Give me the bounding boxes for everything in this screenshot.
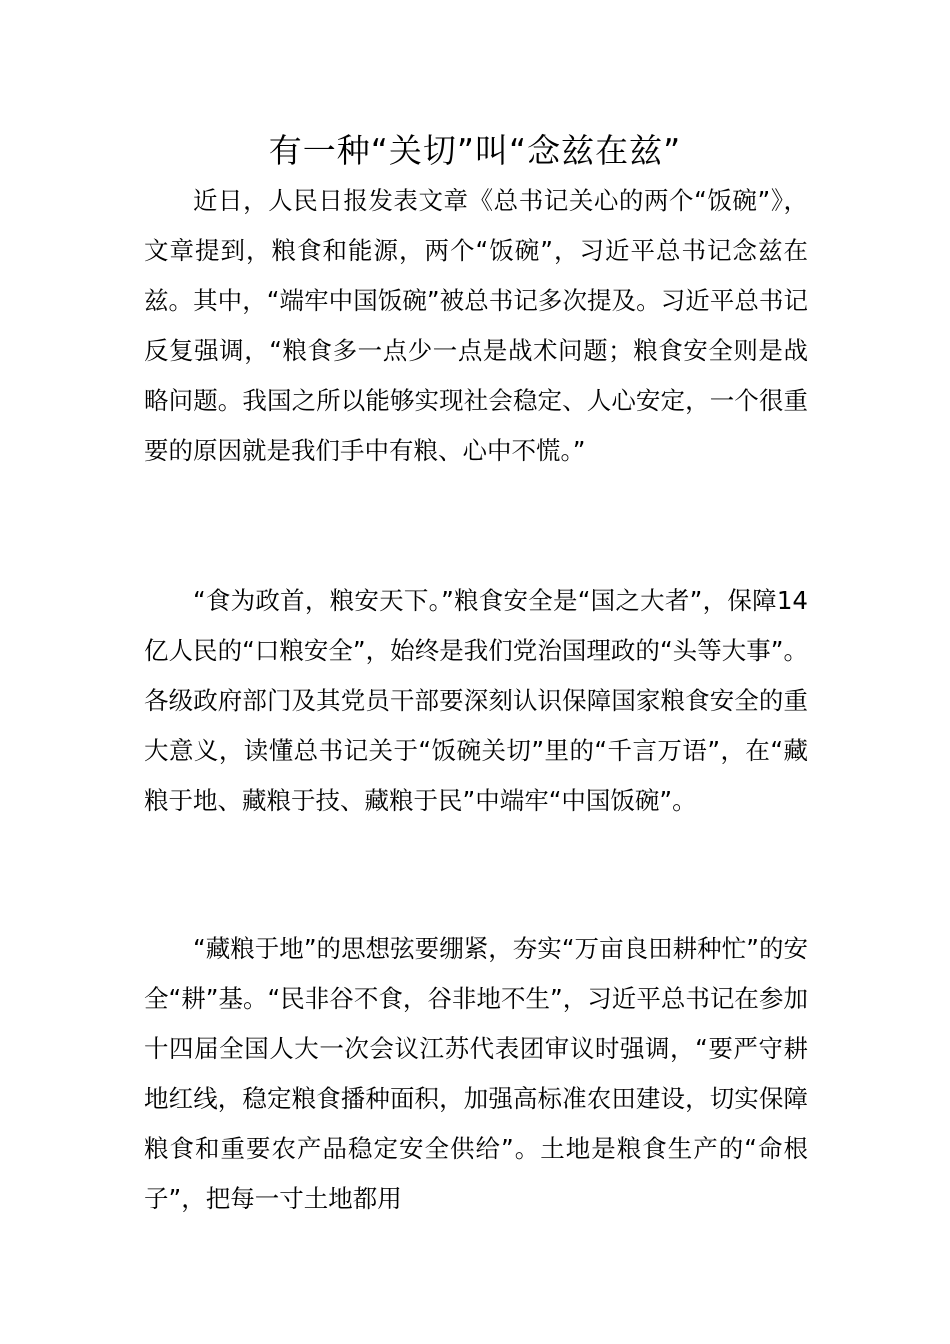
paragraph-3: “藏粮于地”的思想弦要绷紧，夯实“万亩良田耕种忙”的安全“耕”基。“民非谷不食，谷非地不生”，习近平总书记在参加十四届全国人大一次会议江苏代表团审议时强调，“要严守耕地红线，稳定粮食播种面积，加强高标准农田建设，切实保障粮食和重要农产品稳定安全供给”。土地是粮食生产的“命根子”，把每一寸土地都用	[144, 934, 808, 1213]
document-title: 有一种“关切”叫“念兹在兹”	[268, 131, 682, 170]
paragraph-1: 近日，人民日报发表文章《总书记关心的两个“饭碗”》，文章提到，粮食和能源，两个“饭碗”，习近平总书记念兹在兹。其中，“端牢中国饭碗”被总书记多次提及。习近平总书记反复强调，“粮食多一点少一点是战术问题；粮食安全则是战略问题。我国之所以能够实现社会稳定、人心安定，一个很重要的原因就是我们手中有粮、心中不慌。”	[144, 186, 808, 465]
paragraph-2: “食为政首，粮安天下。”粮食安全是“国之大者”，保障14亿人民的“口粮安全”，始终是我们党治国理政的“头等大事”。各级政府部门及其党员干部要深刻认识保障国家粮食安全的重大意义，读懂总书记关于“饭碗关切”里的“千言万语”，在“藏粮于地、藏粮于技、藏粮于民”中端牢“中国饭碗”。	[144, 586, 808, 815]
